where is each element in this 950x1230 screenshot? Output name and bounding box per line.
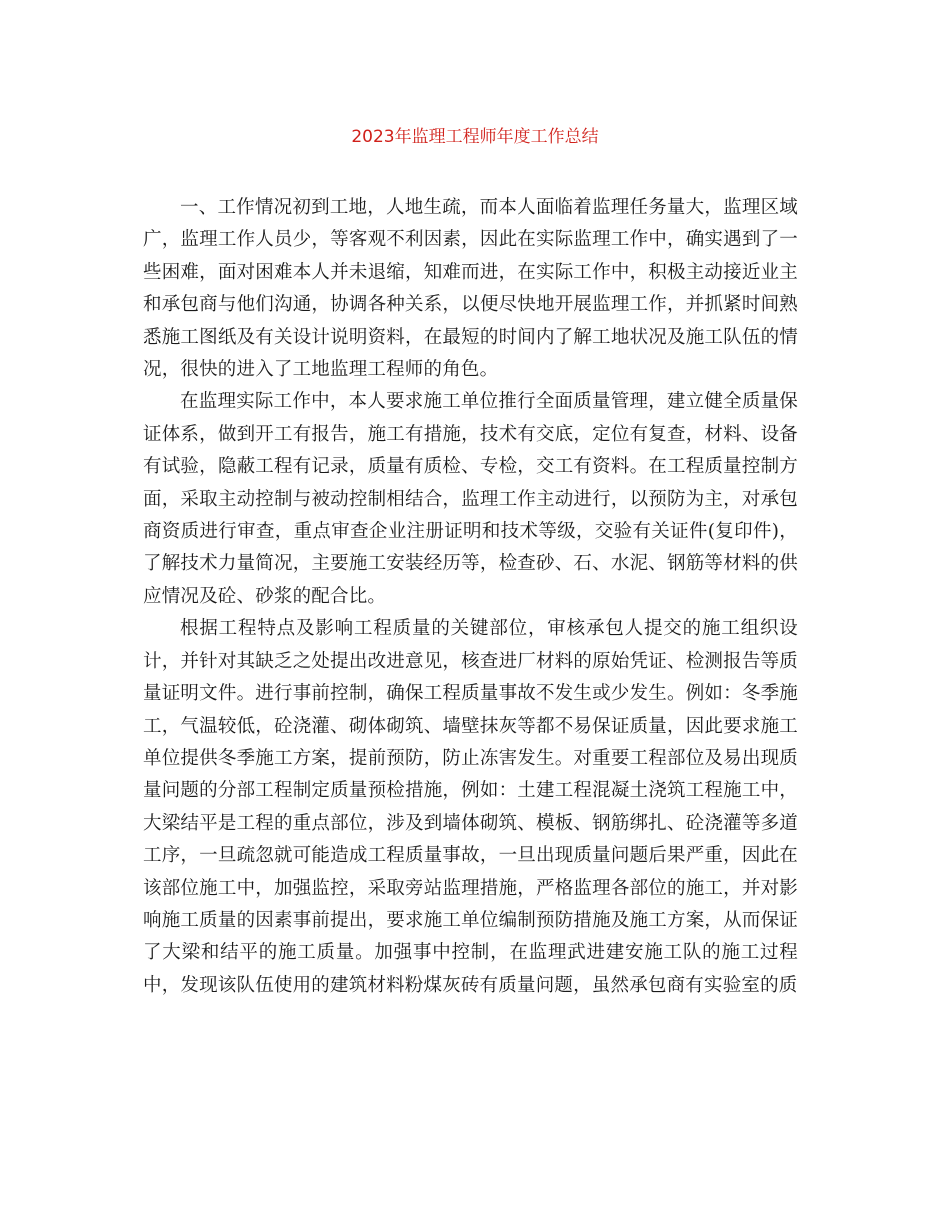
paragraph-work-situation: 一、工作情况初到工地，人地生疏，而本人面临着监理任务量大，监理区域广，监理工作人员少，等客观不利因素，因此在实际监理工作中，确实遇到了一些困难，面对困难本人并未退缩，知难而进，在实际工作中，积极主动接近业主和承包商与他们沟通，协调各种关系，以便尽快地开展监理工作，并抓紧时间熟悉施工图纸及有关设计说明资料，在最短的时间内了解工地状况及施工队伍的情况，很快的进入了工地监理工程师的角色。 (143, 197, 798, 381)
paragraph-quality-management: 在监理实际工作中，本人要求施工单位推行全面质量管理，建立健全质量保证体系，做到开工有报告，施工有措施，技术有交底，定位有复查，材料、设备有试验，隐蔽工程有记录，质量有质检、专检，交工有资料。在工程质量控制方面，采取主动控制与被动控制相结合，监理工作主动进行，以预防为主，对承包商资质进行审查，重点审查企业注册证明和技术等级，交验有关证件(复印件)，了解技术力量简况，主要施工安装经历等，检查砂、石、水泥、钢筋等材料的供应情况及砼、砂浆的配合比。 (143, 391, 798, 607)
document-body (143, 192, 798, 1002)
paragraph-key-parts-control: 根据工程特点及影响工程质量的关键部位，审核承包人提交的施工组织设计，并针对其缺乏之处提出改进意见，核查进厂材料的原始凭证、检测报告等质量证明文件。进行事前控制，确保工程质量事故不发生或少发生。例如：冬季施工，气温较低，砼浇灌、砌体砌筑、墙壁抹灰等都不易保证质量，因此要求施工单位提供冬季施工方案，提前预防，防止冻害发生。对重要工程部位及易出现质量问题的分部工程制定质量预检措施，例如：土建工程混凝土浇筑工程施工中，大梁结平是工程的重点部位，涉及到墙体砌筑、模板、钢筋绑扎、砼浇灌等多道工序，一旦疏忽就可能造成工程质量事故，一旦出现质量问题后果严重，因此在该部位施工中，加强监控，采取旁站监理措施，严格监理各部位的施工，并对影响施工质量的因素事前提出，要求施工单位编制预防措施及施工方案，从而保证了大梁和结平的施工质量。加强事中控制，在监理武进建安施工队的施工过程中，发现该队伍使用的建筑材料粉煤灰砖有质量问题，虽然承包商有实验室的质 (143, 618, 798, 996)
document-title: 2023年监理工程师年度工作总结 (351, 127, 599, 147)
